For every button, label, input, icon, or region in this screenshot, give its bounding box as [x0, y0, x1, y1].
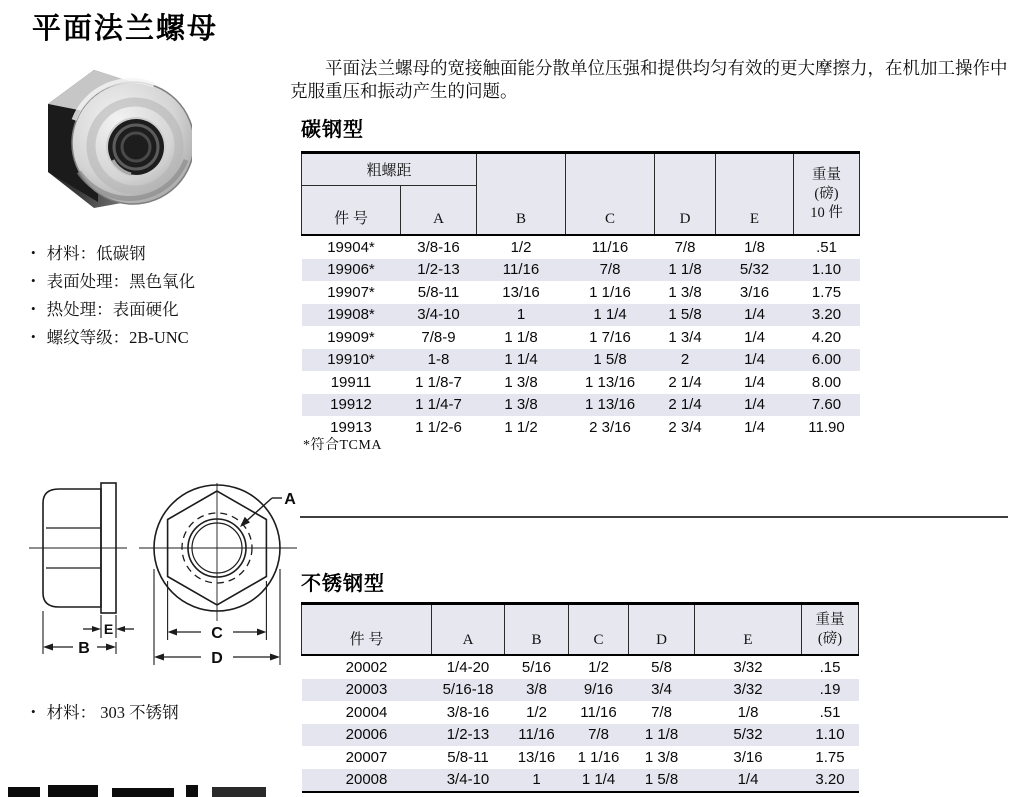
table-cell: 1/4: [744, 373, 765, 391]
table-cell: 1 1/4: [569, 769, 629, 793]
table-cell: 3/8: [526, 681, 547, 699]
table-cell: 3/4: [651, 681, 672, 699]
table-cell: 1 1/2-6: [415, 418, 462, 436]
table-cell: 1: [516, 306, 526, 324]
table-cell: 1 3/8: [644, 748, 679, 766]
table-cell: 9/16: [583, 681, 614, 699]
table-cell: 3/32: [733, 658, 763, 676]
table-cell: 19908*: [327, 306, 375, 324]
flange-nut-photo: [48, 70, 192, 208]
table-cell: 3/32: [733, 681, 763, 699]
table-cell: 3.20: [802, 769, 859, 793]
table-row: [302, 371, 860, 394]
carbon-table-header: [302, 153, 860, 236]
spec-bullet: • 材料： 303 不锈钢: [31, 699, 179, 727]
table-cell: 11.90: [808, 418, 845, 436]
table-cell: 7/8: [674, 238, 696, 256]
column-header-B: B: [477, 153, 566, 236]
table-cell: 1/4: [695, 769, 802, 793]
table-cell: 1/2-13: [446, 726, 490, 744]
table-cell: 3/8-16: [417, 238, 460, 256]
table-cell: 1 1/2: [504, 418, 538, 436]
table-cell: 1 5/8: [629, 769, 695, 793]
label-C: C: [211, 625, 223, 642]
table-cell: 20006: [345, 726, 388, 744]
table-cell: 1/4-20: [446, 658, 490, 676]
table-cell: 7/8-9: [421, 328, 456, 346]
table-cell: 19906*: [327, 261, 375, 279]
table-cell: 1/4: [744, 306, 765, 324]
stainless-spec-list: [31, 699, 179, 727]
weight-label: 重量: [815, 611, 845, 628]
table-cell: 2 1/4: [668, 396, 702, 414]
section-divider: [300, 516, 1008, 518]
table-cell: 13/16: [517, 748, 556, 766]
carbon-table-body: [302, 235, 860, 439]
table-cell: 19910*: [327, 351, 375, 369]
table-cell: 1 3/8: [668, 283, 702, 301]
table-row: [302, 326, 860, 349]
table-row: [302, 769, 859, 793]
weight-unit: (磅): [817, 630, 843, 647]
table-cell: 19913: [330, 418, 372, 436]
diagram-side-view: [29, 483, 134, 654]
section-title-carbon-steel: 碳钢型: [301, 119, 364, 141]
table-cell: 1/2: [510, 238, 532, 256]
table-cell: 11/16: [502, 261, 540, 279]
table-cell: .51: [819, 703, 841, 721]
label-B: B: [78, 640, 90, 657]
table-cell: 5/8-11: [447, 748, 489, 766]
table-cell: 5/8: [651, 658, 672, 676]
table-cell: 1/2-13: [417, 261, 460, 279]
spec-bullet: • 螺纹等级：2B-UNC: [31, 324, 195, 352]
table-cell: 1 3/8: [504, 373, 538, 391]
table-cell: 3/16: [733, 748, 763, 766]
table-cell: 2 1/4: [668, 373, 702, 391]
table-cell: 19912: [330, 396, 372, 414]
table-cell: 1/4: [744, 396, 765, 414]
stainless-table-body: [302, 655, 859, 792]
table-cell: 3/8-16: [446, 703, 490, 721]
table-cell: 1.75: [811, 283, 842, 301]
weight-qty: 10 件: [810, 204, 843, 221]
table-cell: 1 1/16: [577, 748, 620, 766]
dimension-diagram: [13, 481, 301, 673]
table-cell: 1 3/8: [504, 396, 538, 414]
table-row: [302, 235, 860, 259]
table-row: [302, 679, 859, 702]
column-header-D: D: [629, 604, 695, 656]
table-cell: 1/2: [526, 703, 547, 721]
table-cell: 19911: [330, 373, 372, 391]
table-cell: 5/32: [739, 261, 770, 279]
table-cell: 7/8: [599, 261, 621, 279]
table-cell: 2 3/16: [589, 418, 631, 436]
table-cell: .19: [819, 681, 841, 699]
column-header-part-number: 件 号: [302, 604, 432, 656]
table-cell: 20007: [345, 748, 388, 766]
table-cell: 1 1/8: [668, 261, 702, 279]
table-row: [302, 259, 860, 282]
table-cell: .51: [816, 238, 837, 256]
section-title-stainless-steel: 不锈钢型: [301, 573, 385, 595]
table-cell: 1 1/8: [504, 328, 538, 346]
column-header-A: A: [432, 604, 505, 656]
table-cell: 11/16: [518, 726, 555, 744]
table-cell: 1 13/16: [584, 396, 636, 414]
table-cell: 1/8: [737, 703, 759, 721]
table-cell: 19907*: [327, 283, 375, 301]
carbon-spec-list: [31, 240, 195, 352]
stainless-steel-table: [301, 602, 859, 793]
table-row: [302, 304, 860, 327]
column-header-weight: [802, 604, 859, 656]
table-cell: 1/4: [744, 418, 765, 436]
table-cell: 20002: [345, 658, 388, 676]
table-cell: 7/8: [651, 703, 672, 721]
table-cell: 4.20: [811, 328, 842, 346]
table-row: [302, 701, 859, 724]
column-header-E: E: [695, 604, 802, 656]
table-cell: 2 3/4: [668, 418, 702, 436]
table-cell: 13/16: [502, 283, 540, 301]
table-row: [302, 655, 859, 679]
page-title: 平面法兰螺母: [32, 13, 219, 45]
column-header-part-number: 件 号: [302, 186, 401, 236]
table-cell: 1-8: [427, 351, 450, 369]
column-header-D: D: [655, 153, 716, 236]
column-header-E: E: [716, 153, 794, 236]
table-cell: 1 7/16: [589, 328, 631, 346]
table-cell: 1/4: [744, 328, 765, 346]
table-cell: 1 1/16: [589, 283, 631, 301]
table-cell: 19904*: [327, 238, 375, 256]
table-cell: 11/16: [580, 703, 617, 721]
table-cell: 3/16: [739, 283, 770, 301]
table-cell: 1 5/8: [668, 306, 702, 324]
table-cell: 5/32: [733, 726, 763, 744]
table-cell: 1.10: [811, 261, 842, 279]
stainless-table-header: [302, 604, 859, 656]
table-cell: 1 1/4: [504, 351, 538, 369]
table-cell: 1/8: [744, 238, 765, 256]
table-row: [302, 724, 859, 747]
table-cell: 19909*: [327, 328, 375, 346]
table-cell: 1/2: [588, 658, 609, 676]
table-cell: 5/16-18: [442, 681, 494, 699]
table-cell: 7.60: [811, 396, 842, 414]
table-cell: .15: [819, 658, 841, 676]
column-header-weight: [794, 153, 860, 236]
table-row: [302, 349, 860, 372]
table-cell: 1: [505, 769, 569, 793]
column-header-C: C: [566, 153, 655, 236]
table-cell: 3/4-10: [417, 306, 460, 324]
carbon-steel-table: [301, 151, 860, 439]
column-header-C: C: [569, 604, 629, 656]
table-row: [302, 746, 859, 769]
table-cell: 20008: [302, 769, 432, 793]
table-cell: 1 1/8: [644, 726, 679, 744]
table-cell: 3.20: [811, 306, 842, 324]
table-row: [302, 281, 860, 304]
product-photo: [34, 50, 192, 218]
table-cell: 20003: [345, 681, 388, 699]
table-row: [302, 416, 860, 439]
label-E: E: [103, 621, 114, 637]
label-D: D: [211, 650, 223, 667]
spec-bullet: • 表面处理：黑色氧化: [31, 268, 195, 296]
table-cell: 2: [680, 351, 690, 369]
spec-bullet: • 材料：低碳钢: [31, 240, 195, 268]
table-cell: 6.00: [811, 351, 842, 369]
table-cell: 1 5/8: [593, 351, 627, 369]
weight-unit: (磅): [814, 185, 839, 202]
table-cell: 1 3/4: [668, 328, 702, 346]
table-cell: 7/8: [588, 726, 609, 744]
table-cell: 11/16: [591, 238, 629, 256]
table-row: [302, 394, 860, 417]
table-cell: 8.00: [811, 373, 842, 391]
column-header-B: B: [505, 604, 569, 656]
table-cell: 1.75: [815, 748, 845, 766]
table-cell: 1 1/4-7: [415, 396, 462, 414]
table-cell: 1 1/8-7: [415, 373, 462, 391]
spec-bullet: • 热处理：表面硬化: [31, 296, 195, 324]
tcma-footnote: *符合TCMA: [303, 438, 382, 453]
intro-paragraph: 平面法兰螺母的宽接触面能分散单位压强和提供均匀有效的更大摩擦力，在机加工操作中克服重压和振动产生的问题。: [290, 58, 1008, 101]
table-cell: 1/4: [744, 351, 765, 369]
table-cell: 1.10: [815, 726, 845, 744]
table-cell: 5/8-11: [417, 283, 460, 301]
label-A: A: [284, 491, 296, 508]
weight-label: 重量: [812, 166, 842, 183]
table-cell: 20004: [345, 703, 388, 721]
coarse-thread-group-header: 粗螺距: [302, 153, 477, 186]
table-cell: 1 13/16: [584, 373, 636, 391]
table-cell: 1 1/4: [593, 306, 627, 324]
table-cell: 3/4-10: [432, 769, 505, 793]
table-cell: 5/16: [521, 658, 552, 676]
column-header-A: A: [401, 186, 477, 236]
